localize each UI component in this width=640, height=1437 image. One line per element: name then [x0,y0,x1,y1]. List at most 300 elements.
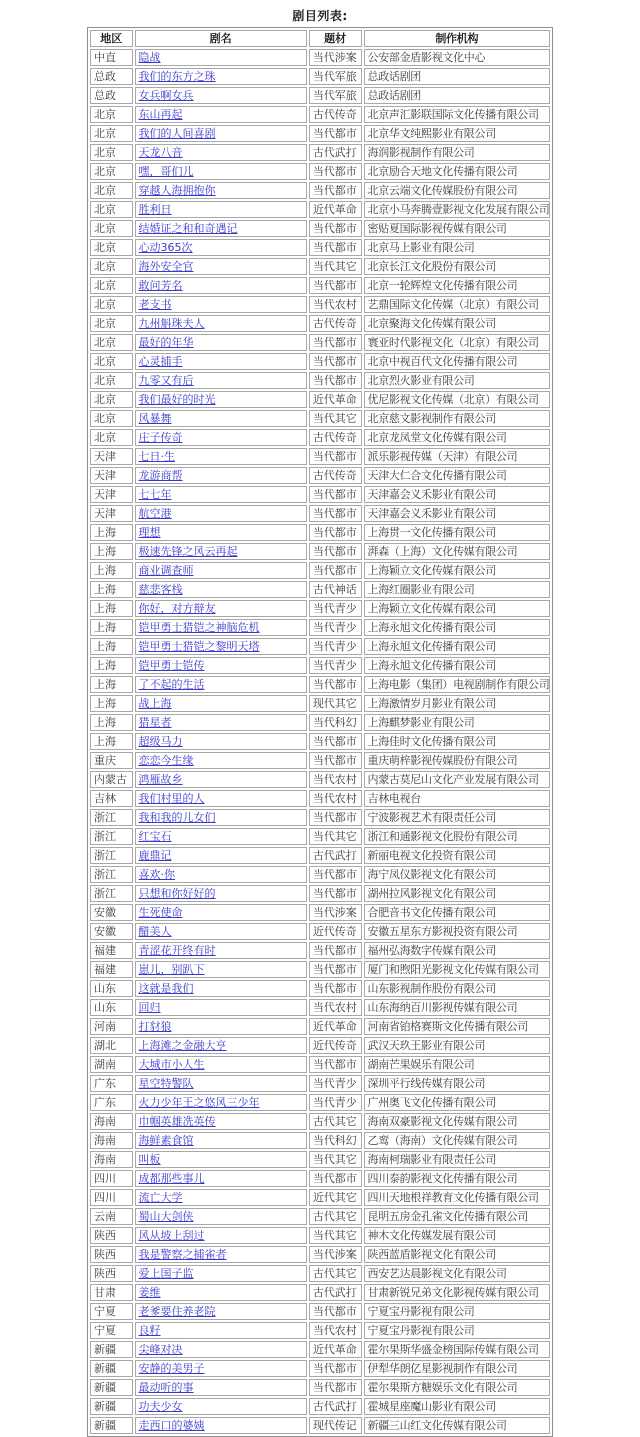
cell-region: 北京 [90,258,133,275]
drama-title-link[interactable]: 叫板 [138,1153,161,1166]
cell-region: 新疆 [90,1360,133,1377]
cell-drama-name [135,467,307,484]
table-row [90,353,550,370]
cell-genre: 当代青少 [309,600,362,617]
cell-producer: 派乐影视传媒（天津）有限公司 [364,448,551,465]
cell-genre: 当代都市 [309,980,362,997]
cell-drama-name [135,334,307,351]
drama-title-link[interactable]: 敢问芳名 [138,279,183,292]
drama-title-link[interactable]: 海鲜素食馆 [138,1134,194,1147]
drama-title-link[interactable]: 极速先锋之风云再起 [138,545,238,558]
drama-title-link[interactable]: 铠甲勇士猎铠之神脑危机 [138,621,260,634]
cell-genre: 当代都市 [309,505,362,522]
cell-region: 浙江 [90,885,133,902]
cell-region: 北京 [90,372,133,389]
drama-title-link[interactable]: 恋恋今生缘 [138,754,194,767]
table-row [90,1132,550,1149]
drama-title-link[interactable]: 蜀山大剑侠 [138,1210,194,1223]
drama-title-link[interactable]: 成都那些事儿 [138,1172,205,1185]
cell-genre: 当代青少 [309,657,362,674]
column-header-region: 地区 [90,30,133,47]
cell-region: 上海 [90,562,133,579]
cell-producer: 北京长江文化股份有限公司 [364,258,551,275]
cell-producer: 陕西蓝盾影视文化有限公司 [364,1246,551,1263]
cell-producer: 密贴夏国际影视传媒有限公司 [364,220,551,237]
table-body [90,49,550,1434]
drama-title-link[interactable]: 铠甲勇士猎铠之黎明天塔 [138,640,260,653]
cell-producer: 总政话剧团 [364,87,551,104]
cell-producer: 上海红圈影业有限公司 [364,581,551,598]
drama-title-link[interactable]: 火力少年王之悠风三少年 [138,1096,260,1109]
cell-genre: 当代都市 [309,733,362,750]
cell-producer: 霍尔果斯华盛金榜国际传媒有限公司 [364,1341,551,1358]
drama-title-link[interactable]: 结婚证之和和奇遇记 [138,222,238,235]
drama-title-link[interactable]: 良籽 [138,1324,161,1337]
cell-drama-name [135,1360,307,1377]
cell-producer: 北京中视百代文化传播有限公司 [364,353,551,370]
cell-drama-name [135,543,307,560]
cell-genre: 当代都市 [309,334,362,351]
cell-region: 山东 [90,999,133,1016]
cell-region: 吉林 [90,790,133,807]
drama-title-link[interactable]: 风从坡上刮过 [138,1229,205,1242]
cell-genre: 当代军旅 [309,68,362,85]
cell-drama-name [135,1189,307,1206]
drama-title-link[interactable]: 穿越人海拥抱你 [138,184,216,197]
drama-title-link[interactable]: 功夫少女 [138,1400,183,1413]
cell-genre: 当代都市 [309,809,362,826]
table-row [90,1322,550,1339]
table-row [90,733,550,750]
cell-genre: 古代武打 [309,1398,362,1415]
cell-producer: 吉林电视台 [364,790,551,807]
drama-title-link[interactable]: 女兵啊女兵 [138,89,194,102]
cell-drama-name [135,163,307,180]
drama-title-link[interactable]: 七七年 [138,488,172,501]
cell-producer: 湖州拉风影视文化有限公司 [364,885,551,902]
cell-producer: 北京龙凤堂文化传媒有限公司 [364,429,551,446]
cell-genre: 当代青少 [309,638,362,655]
drama-title-link[interactable]: 商业调查师 [138,564,194,577]
cell-producer: 安徽五星东方影视投资有限公司 [364,923,551,940]
cell-producer: 北京聚海文化传媒有限公司 [364,315,551,332]
drama-title-link[interactable]: 大城市小人生 [138,1058,205,1071]
drama-title-link[interactable]: 我是警察之捕雀者 [138,1248,227,1261]
cell-genre: 当代科幻 [309,714,362,731]
cell-genre: 古代其它 [309,1113,362,1130]
cell-genre: 近代传奇 [309,923,362,940]
cell-region: 新疆 [90,1341,133,1358]
cell-drama-name [135,999,307,1016]
drama-title-link[interactable]: 隐战 [138,51,161,64]
cell-region: 宁夏 [90,1322,133,1339]
cell-genre: 当代军旅 [309,87,362,104]
cell-genre: 当代都市 [309,277,362,294]
drama-title-link[interactable]: 只想和你好好的 [138,887,216,900]
cell-region: 上海 [90,695,133,712]
cell-region: 内蒙古 [90,771,133,788]
table-row [90,676,550,693]
drama-title-link[interactable]: 战上海 [138,697,172,710]
drama-title-link[interactable]: 醋美人 [138,925,172,938]
table-row [90,1037,550,1054]
cell-drama-name [135,1056,307,1073]
column-header-genre: 题材 [309,30,362,47]
cell-drama-name [135,657,307,674]
drama-title-link[interactable]: 天龙八音 [138,146,183,159]
table-row [90,1208,550,1225]
cell-producer: 上海颖立文化传媒有限公司 [364,562,551,579]
table-row [90,828,550,845]
drama-title-link[interactable]: 老爹要住养老院 [138,1305,216,1318]
table-row [90,809,550,826]
table-row [90,1151,550,1168]
cell-genre: 当代其它 [309,1227,362,1244]
cell-drama-name [135,1208,307,1225]
cell-drama-name [135,524,307,541]
cell-drama-name [135,790,307,807]
drama-title-link[interactable]: 星空特警队 [138,1077,194,1090]
drama-title-link[interactable]: 超级马力 [138,735,183,748]
drama-title-link[interactable]: 生死使命 [138,906,183,919]
cell-drama-name [135,676,307,693]
cell-region: 浙江 [90,828,133,845]
cell-region: 北京 [90,182,133,199]
drama-title-link[interactable]: 最好的年华 [138,336,194,349]
table-row [90,657,550,674]
cell-region: 总政 [90,87,133,104]
column-header-producer: 制作机构 [364,30,551,47]
cell-drama-name [135,258,307,275]
cell-drama-name [135,581,307,598]
table-head [90,30,550,47]
cell-drama-name [135,847,307,864]
cell-genre: 近代革命 [309,1341,362,1358]
cell-drama-name [135,486,307,503]
header-row [90,30,550,47]
drama-title-link[interactable]: 尖峰对决 [138,1343,183,1356]
cell-region: 北京 [90,201,133,218]
drama-title-link[interactable]: 这就是我们 [138,982,194,995]
cell-drama-name [135,1151,307,1168]
table-row [90,1189,550,1206]
cell-drama-name [135,1341,307,1358]
table-row [90,163,550,180]
cell-drama-name [135,1018,307,1035]
drama-title-link[interactable]: 老支书 [138,298,172,311]
cell-region: 浙江 [90,847,133,864]
drama-title-link[interactable]: 红宝石 [138,830,172,843]
table-row [90,277,550,294]
cell-region: 上海 [90,619,133,636]
cell-genre: 当代都市 [309,372,362,389]
table-row [90,1246,550,1263]
drama-title-link[interactable]: 海外安全官 [138,260,194,273]
cell-genre: 当代都市 [309,885,362,902]
cell-drama-name [135,638,307,655]
table-row [90,999,550,1016]
drama-title-link[interactable]: 青涩花开终有时 [138,944,216,957]
cell-genre: 当代都市 [309,961,362,978]
drama-title-link[interactable]: 猎星者 [138,716,172,729]
cell-drama-name [135,448,307,465]
cell-genre: 近代革命 [309,201,362,218]
drama-table [87,27,553,1437]
cell-genre: 当代都市 [309,1360,362,1377]
cell-producer: 广州奥飞文化传播有限公司 [364,1094,551,1111]
drama-title-link[interactable]: 走西口的婆姨 [138,1419,205,1432]
table-row [90,87,550,104]
cell-drama-name [135,828,307,845]
cell-drama-name [135,1322,307,1339]
cell-genre: 当代都市 [309,353,362,370]
table-row [90,372,550,389]
cell-drama-name [135,961,307,978]
table-row [90,486,550,503]
cell-drama-name [135,277,307,294]
cell-producer: 海南柯瑞影业有限责任公司 [364,1151,551,1168]
cell-genre: 当代都市 [309,220,362,237]
cell-producer: 上海永旭文化传播有限公司 [364,638,551,655]
drama-title-link[interactable]: 风暴舞 [138,412,172,425]
drama-title-link[interactable]: 最动听的事 [138,1381,194,1394]
drama-title-link[interactable]: 东山再起 [138,108,183,121]
drama-title-link[interactable]: 我和我的儿女们 [138,811,216,824]
cell-region: 新疆 [90,1398,133,1415]
drama-title-link[interactable]: 嘿，哥们儿 [138,165,194,178]
cell-producer: 上海佳时文化传播有限公司 [364,733,551,750]
drama-title-link[interactable]: 我们的人间喜剧 [138,127,216,140]
cell-genre: 当代都市 [309,562,362,579]
cell-region: 湖南 [90,1056,133,1073]
cell-genre: 古代武打 [309,144,362,161]
drama-title-link[interactable]: 鸿雁故乡 [138,773,183,786]
cell-genre: 当代其它 [309,410,362,427]
table-row [90,790,550,807]
cell-producer: 海南双豪影视文化传媒有限公司 [364,1113,551,1130]
cell-producer: 上海颖立文化传媒有限公司 [364,600,551,617]
cell-genre: 现代其它 [309,695,362,712]
drama-title-link[interactable]: 心动365次 [138,241,193,254]
drama-title-link[interactable]: 慈悲客栈 [138,583,183,596]
drama-title-link[interactable]: 打豺狼 [138,1020,172,1033]
cell-producer: 霍城星座魔山影业有限公司 [364,1398,551,1415]
cell-genre: 当代其它 [309,1151,362,1168]
cell-producer: 西安艺达晨影视文化有限公司 [364,1265,551,1282]
cell-producer: 上海激情岁月影业有限公司 [364,695,551,712]
cell-region: 上海 [90,638,133,655]
cell-region: 北京 [90,353,133,370]
cell-drama-name [135,429,307,446]
table-row [90,771,550,788]
table-row [90,1113,550,1130]
cell-genre: 当代青少 [309,1075,362,1092]
table-row [90,258,550,275]
drama-title-link[interactable]: 回归 [138,1001,161,1014]
cell-region: 上海 [90,543,133,560]
cell-drama-name [135,1303,307,1320]
cell-producer: 海宁凤仪影视文化有限公司 [364,866,551,883]
table-row [90,1094,550,1111]
table-row [90,467,550,484]
cell-genre: 当代都市 [309,239,362,256]
table-row [90,885,550,902]
drama-title-link[interactable]: 七日·生 [138,450,176,463]
cell-region: 北京 [90,277,133,294]
cell-producer: 上海麒梦影业有限公司 [364,714,551,731]
cell-genre: 当代农村 [309,771,362,788]
cell-region: 北京 [90,220,133,237]
cell-producer: 武汉天玖王影业有限公司 [364,1037,551,1054]
cell-region: 安徽 [90,904,133,921]
drama-title-link[interactable]: 安静的美男子 [138,1362,205,1375]
cell-region: 北京 [90,410,133,427]
cell-producer: 天津大仁合文化传播有限公司 [364,467,551,484]
table-row [90,1227,550,1244]
cell-region: 浙江 [90,866,133,883]
cell-genre: 当代都市 [309,942,362,959]
table-row [90,752,550,769]
cell-producer: 合肥音书文化传播有限公司 [364,904,551,921]
cell-drama-name [135,714,307,731]
cell-drama-name [135,68,307,85]
table-row [90,1018,550,1035]
drama-title-link[interactable]: 巾帼英雄冼英传 [138,1115,216,1128]
cell-drama-name [135,1094,307,1111]
table-row [90,1398,550,1415]
table-row [90,1417,550,1434]
drama-title-link[interactable]: 九州斛珠夫人 [138,317,205,330]
cell-drama-name [135,695,307,712]
drama-title-link[interactable]: 流亡大学 [138,1191,183,1204]
cell-producer: 北京一轮辉煌文化传播有限公司 [364,277,551,294]
cell-genre: 当代都市 [309,543,362,560]
cell-genre: 近代革命 [309,1018,362,1035]
drama-title-link[interactable]: 庄子传奇 [138,431,183,444]
drama-title-link[interactable]: 航空港 [138,507,172,520]
table-row [90,125,550,142]
table-row [90,638,550,655]
drama-title-link[interactable]: 理想 [138,526,161,539]
cell-genre: 古代神话 [309,581,362,598]
drama-title-link[interactable]: 爱上国子监 [138,1267,194,1280]
cell-drama-name [135,372,307,389]
cell-genre: 当代青少 [309,1094,362,1111]
cell-region: 福建 [90,942,133,959]
table-row [90,239,550,256]
cell-genre: 古代传奇 [309,467,362,484]
cell-genre: 当代都市 [309,752,362,769]
cell-producer: 北京马上影业有限公司 [364,239,551,256]
table-row [90,1341,550,1358]
cell-region: 上海 [90,676,133,693]
page-title: 剧目列表: [292,9,348,23]
cell-drama-name [135,239,307,256]
cell-drama-name [135,1170,307,1187]
cell-genre: 古代传奇 [309,106,362,123]
drama-title-link[interactable]: 心灵捕手 [138,355,183,368]
cell-producer: 伊犁华朗亿星影视制作有限公司 [364,1360,551,1377]
cell-producer: 四川泰韵影视文化传播有限公司 [364,1170,551,1187]
cell-drama-name [135,1265,307,1282]
cell-region: 四川 [90,1170,133,1187]
table-row [90,1056,550,1073]
cell-drama-name [135,220,307,237]
table-row [90,296,550,313]
cell-drama-name [135,904,307,921]
drama-title-link[interactable]: 喜欢·你 [138,868,176,881]
drama-title-link[interactable]: 你好，对方辩友 [138,602,216,615]
cell-genre: 当代科幻 [309,1132,362,1149]
table-row [90,505,550,522]
cell-producer: 总政话剧团 [364,68,551,85]
drama-title-link[interactable]: 我们的东方之珠 [138,70,216,83]
cell-region: 陕西 [90,1265,133,1282]
cell-genre: 古代传奇 [309,315,362,332]
cell-producer: 河南省铂格赛斯文化传播有限公司 [364,1018,551,1035]
drama-title-link[interactable]: 我们最好的时光 [138,393,216,406]
cell-region: 福建 [90,961,133,978]
cell-genre: 古代其它 [309,1208,362,1225]
drama-title-link[interactable]: 铠甲勇士铠传 [138,659,205,672]
cell-drama-name [135,619,307,636]
cell-producer: 海润影视制作有限公司 [364,144,551,161]
cell-genre: 古代传奇 [309,429,362,446]
cell-region: 北京 [90,391,133,408]
cell-drama-name [135,1398,307,1415]
cell-region: 天津 [90,505,133,522]
drama-title-link[interactable]: 胜利日 [138,203,172,216]
cell-genre: 古代武打 [309,847,362,864]
drama-title-link[interactable]: 龙游商帮 [138,469,183,482]
cell-region: 北京 [90,163,133,180]
cell-drama-name [135,1113,307,1130]
cell-drama-name [135,125,307,142]
cell-drama-name [135,1246,307,1263]
drama-title-link[interactable]: 姜维 [138,1286,161,1299]
drama-title-link[interactable]: 上海滩之金融大亨 [138,1039,227,1052]
drama-title-link[interactable]: 九零又有后 [138,374,194,387]
drama-title-link[interactable]: 了不起的生活 [138,678,205,691]
table-row [90,1170,550,1187]
drama-title-link[interactable]: 崽儿，别趴下 [138,963,205,976]
table-row [90,1265,550,1282]
cell-region: 宁夏 [90,1303,133,1320]
cell-producer: 浙江和通影视文化股份有限公司 [364,828,551,845]
cell-drama-name [135,106,307,123]
cell-drama-name [135,296,307,313]
table-row [90,68,550,85]
table-row [90,1303,550,1320]
cell-drama-name [135,1037,307,1054]
cell-genre: 当代涉案 [309,49,362,66]
table-row [90,581,550,598]
cell-drama-name [135,1075,307,1092]
cell-region: 安徽 [90,923,133,940]
drama-title-link[interactable]: 我们村里的人 [138,792,205,805]
table-row [90,201,550,218]
drama-title-link[interactable]: 鹿鼎记 [138,849,172,862]
page [0,7,640,1437]
cell-drama-name [135,1227,307,1244]
cell-producer: 上海贯一文化传播有限公司 [364,524,551,541]
cell-genre: 现代传记 [309,1417,362,1434]
cell-region: 上海 [90,581,133,598]
table-row [90,695,550,712]
cell-producer: 北京华文纯熙影业有限公司 [364,125,551,142]
cell-drama-name [135,505,307,522]
table-row [90,524,550,541]
